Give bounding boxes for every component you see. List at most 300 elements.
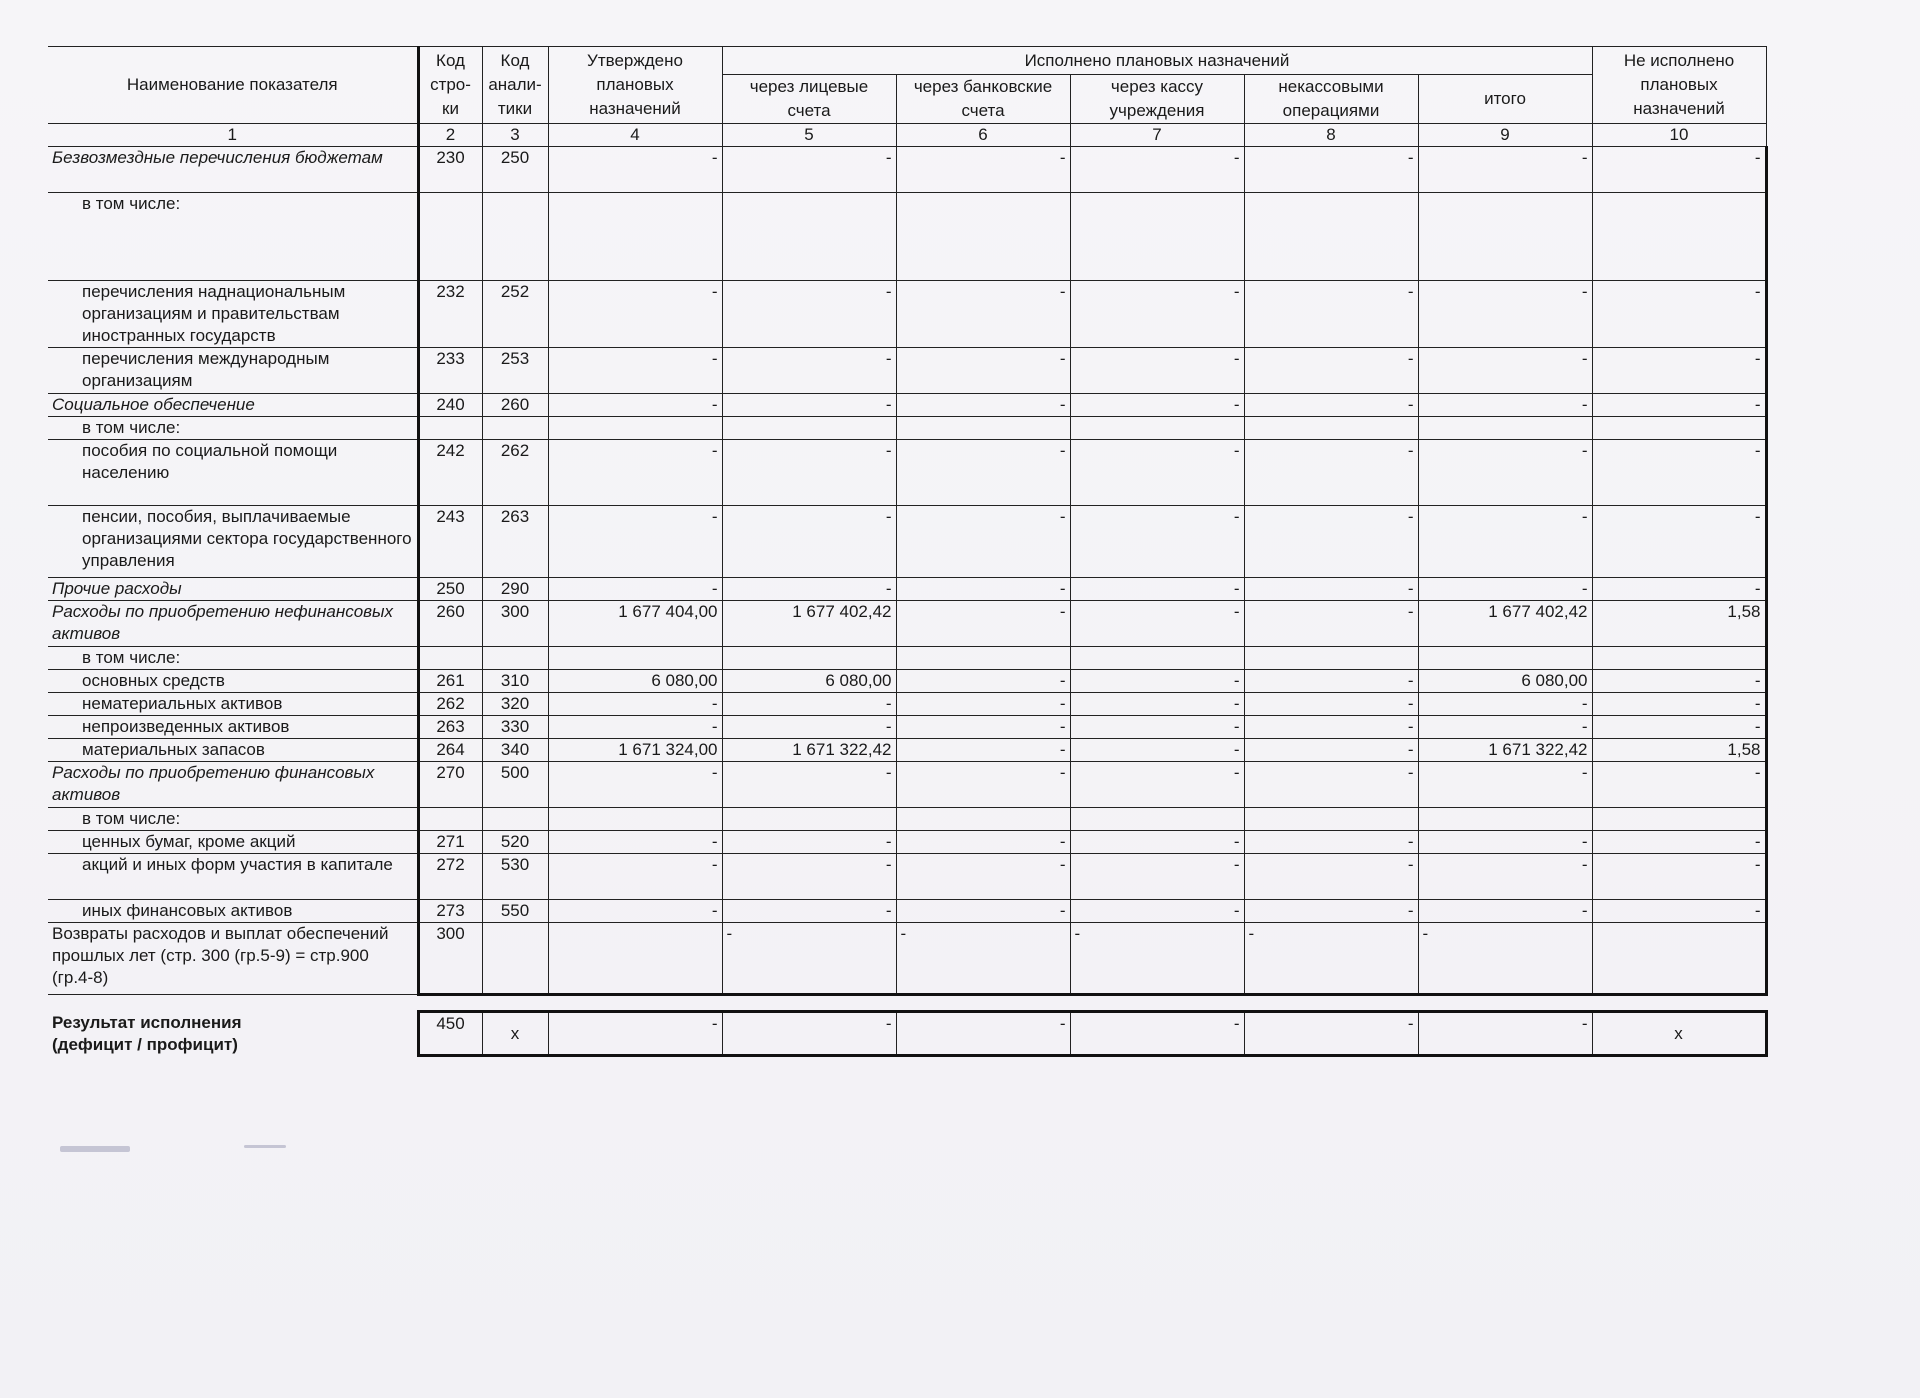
value-cell: - (896, 578, 1070, 601)
value-cell: - (1070, 281, 1244, 348)
value-cell (1418, 647, 1592, 670)
gap-cell (48, 995, 418, 1012)
value-cell: - (722, 281, 896, 348)
table-row (48, 693, 1766, 716)
result-value-cell: - (722, 1012, 896, 1056)
header-personal-accounts-l2: счета (787, 101, 831, 120)
value-cell: - (722, 900, 896, 923)
indicator-name: основных средств (48, 670, 418, 693)
analytic-code (482, 417, 548, 440)
header-cash-desk-l1: через кассу (1110, 77, 1204, 96)
value-cell: - (1592, 900, 1766, 923)
value-cell: - (1070, 854, 1244, 900)
value-cell: 1 671 322,42 (1418, 739, 1592, 762)
value-cell: - (548, 900, 722, 923)
value-cell: - (1592, 348, 1766, 394)
row-code: 263 (418, 716, 482, 739)
expense-report-table (48, 46, 1768, 1057)
table-row (48, 193, 1766, 281)
row-code: 250 (418, 578, 482, 601)
value-cell: - (1244, 854, 1418, 900)
row-code: 243 (418, 506, 482, 578)
value-cell: 1 677 404,00 (548, 601, 722, 647)
column-number: 9 (1418, 124, 1592, 147)
indicator-name: Расходы по приобретению финансовых активов (48, 762, 418, 808)
value-cell (1592, 647, 1766, 670)
gap-cell (1592, 995, 1766, 1012)
header-bank-accounts-l1: через банковские (913, 77, 1053, 96)
indicator-name: в том числе: (48, 417, 418, 440)
header-row-code-l1: Код (436, 51, 465, 70)
value-cell (1418, 417, 1592, 440)
value-cell: - (722, 147, 896, 193)
indicator-name: материальных запасов (48, 739, 418, 762)
value-cell (1592, 923, 1766, 995)
analytic-code: 330 (482, 716, 548, 739)
table-row (48, 578, 1766, 601)
value-cell: - (1070, 716, 1244, 739)
row-code: 273 (418, 900, 482, 923)
indicator-name: Возвраты расходов и выплат обеспечений прошлых лет (стр. 300 (гр.5-9) = стр.900 (гр.4-8) (48, 923, 418, 995)
value-cell: 1 677 402,42 (722, 601, 896, 647)
value-cell: 6 080,00 (548, 670, 722, 693)
indicator-name: в том числе: (48, 808, 418, 831)
analytic-code: 550 (482, 900, 548, 923)
header-row-code (418, 47, 482, 124)
gap-cell (1418, 995, 1592, 1012)
value-cell: 1 671 322,42 (722, 739, 896, 762)
value-cell: - (896, 394, 1070, 417)
value-cell: 1,58 (1592, 601, 1766, 647)
indicator-name: Социальное обеспечение (48, 394, 418, 417)
value-cell: - (1592, 440, 1766, 506)
result-code: 450 (418, 1012, 482, 1056)
value-cell (1070, 647, 1244, 670)
result-value-cell: - (548, 1012, 722, 1056)
analytic-code (482, 923, 548, 995)
indicator-name: ценных бумаг, кроме акций (48, 831, 418, 854)
column-number: 6 (896, 124, 1070, 147)
header-non-cash-l2: операциями (1282, 101, 1380, 120)
indicator-name: в том числе: (48, 647, 418, 670)
value-cell: - (722, 762, 896, 808)
header-not-executed (1592, 47, 1766, 124)
value-cell: - (1592, 281, 1766, 348)
result-value-cell: - (896, 1012, 1070, 1056)
value-cell (896, 808, 1070, 831)
value-cell: - (1244, 900, 1418, 923)
result-name (48, 1012, 418, 1056)
analytic-code: 250 (482, 147, 548, 193)
value-cell: - (1070, 601, 1244, 647)
value-cell (548, 923, 722, 995)
table-row (48, 670, 1766, 693)
column-number-row (48, 124, 1766, 147)
value-cell (722, 647, 896, 670)
value-cell: - (1070, 670, 1244, 693)
indicator-name: Прочие расходы (48, 578, 418, 601)
table-row (48, 900, 1766, 923)
gap-cell (722, 995, 896, 1012)
value-cell: - (896, 854, 1070, 900)
value-cell (896, 193, 1070, 281)
value-cell: - (1070, 831, 1244, 854)
value-cell: - (548, 578, 722, 601)
value-cell: - (896, 670, 1070, 693)
value-cell: - (1592, 506, 1766, 578)
value-cell: - (896, 147, 1070, 193)
value-cell: - (1592, 147, 1766, 193)
row-code: 260 (418, 601, 482, 647)
result-value-cell: x (1592, 1012, 1766, 1056)
value-cell: - (548, 831, 722, 854)
value-cell (1070, 193, 1244, 281)
value-cell: - (896, 348, 1070, 394)
value-cell: - (1244, 394, 1418, 417)
value-cell: - (548, 506, 722, 578)
header-approved-l1: Утверждено (587, 51, 683, 70)
value-cell: - (1244, 578, 1418, 601)
value-cell: - (1244, 147, 1418, 193)
value-cell: - (1070, 147, 1244, 193)
value-cell: - (1418, 147, 1592, 193)
row-code: 232 (418, 281, 482, 348)
value-cell: - (722, 693, 896, 716)
value-cell: - (1244, 739, 1418, 762)
value-cell: - (1070, 900, 1244, 923)
value-cell: - (1592, 831, 1766, 854)
header-analytic-code (482, 47, 548, 124)
table-row (48, 762, 1766, 808)
value-cell: - (1592, 854, 1766, 900)
value-cell: - (722, 716, 896, 739)
value-cell (1592, 417, 1766, 440)
value-cell: - (1418, 900, 1592, 923)
analytic-code (482, 808, 548, 831)
gap-cell (1244, 995, 1418, 1012)
value-cell: - (896, 281, 1070, 348)
analytic-code: 260 (482, 394, 548, 417)
value-cell: - (1244, 693, 1418, 716)
header-cash-desk (1070, 75, 1244, 124)
header-approved-l2: плановых (596, 75, 674, 94)
value-cell: - (548, 348, 722, 394)
value-cell: - (1418, 831, 1592, 854)
value-cell: - (896, 440, 1070, 506)
row-code: 262 (418, 693, 482, 716)
value-cell: - (548, 693, 722, 716)
value-cell: - (1244, 762, 1418, 808)
value-cell: - (1418, 281, 1592, 348)
result-value-cell: - (1244, 1012, 1418, 1056)
gap-cell (418, 995, 482, 1012)
value-cell: - (896, 900, 1070, 923)
value-cell: - (1244, 716, 1418, 739)
value-cell: - (722, 348, 896, 394)
row-code: 272 (418, 854, 482, 900)
analytic-code: 262 (482, 440, 548, 506)
row-code: 264 (418, 739, 482, 762)
value-cell: - (1070, 578, 1244, 601)
analytic-code (482, 647, 548, 670)
value-cell (1244, 193, 1418, 281)
row-code (418, 193, 482, 281)
value-cell: - (1418, 578, 1592, 601)
gap-cell (896, 995, 1070, 1012)
indicator-name: Безвозмездные перечисления бюджетам (48, 147, 418, 193)
column-number: 5 (722, 124, 896, 147)
value-cell (548, 193, 722, 281)
value-cell (1244, 417, 1418, 440)
header-non-cash-l1: некассовыми (1278, 77, 1384, 96)
column-number: 3 (482, 124, 548, 147)
value-cell: - (896, 923, 1070, 995)
table-row (48, 923, 1766, 995)
table-row (48, 440, 1766, 506)
analytic-code: 290 (482, 578, 548, 601)
header-not-executed-l1: Не исполнено (1623, 51, 1735, 70)
row-code: 233 (418, 348, 482, 394)
table-row (48, 506, 1766, 578)
indicator-name: иных финансовых активов (48, 900, 418, 923)
header-executed-group: Исполнено плановых назначений (722, 47, 1592, 75)
indicator-name: в том числе: (48, 193, 418, 281)
value-cell: - (1418, 693, 1592, 716)
value-cell: - (548, 147, 722, 193)
value-cell: - (1070, 348, 1244, 394)
header-indicator-name: Наименование показателя (48, 47, 418, 124)
result-value-cell: - (1070, 1012, 1244, 1056)
header-bank-accounts-l2: счета (961, 101, 1005, 120)
result-analytic: x (482, 1012, 548, 1056)
value-cell: - (1244, 348, 1418, 394)
value-cell: - (1418, 440, 1592, 506)
result-name-line2: (дефицит / профицит) (52, 1034, 238, 1054)
table-row (48, 601, 1766, 647)
value-cell: - (1244, 923, 1418, 995)
value-cell: - (1592, 578, 1766, 601)
value-cell: - (1418, 923, 1592, 995)
value-cell (1070, 417, 1244, 440)
column-number: 10 (1592, 124, 1766, 147)
value-cell (1592, 193, 1766, 281)
table-row (48, 147, 1766, 193)
result-value-cell: - (1418, 1012, 1592, 1056)
indicator-name: перечисления наднациональным организациям и правительствам иностранных государств (48, 281, 418, 348)
row-code: 261 (418, 670, 482, 693)
header-bank-accounts (896, 75, 1070, 124)
value-cell: - (548, 394, 722, 417)
column-number: 2 (418, 124, 482, 147)
result-row (48, 1012, 1766, 1056)
table-row (48, 854, 1766, 900)
header-non-cash (1244, 75, 1418, 124)
value-cell: - (1244, 670, 1418, 693)
value-cell: 1 677 402,42 (1418, 601, 1592, 647)
value-cell (722, 808, 896, 831)
value-cell: - (1592, 394, 1766, 417)
value-cell: - (722, 506, 896, 578)
value-cell: - (1418, 506, 1592, 578)
value-cell: - (1592, 693, 1766, 716)
header-personal-accounts-l1: через лицевые (749, 77, 869, 96)
header-row-code-l3: ки (442, 99, 459, 118)
value-cell (896, 417, 1070, 440)
value-cell (722, 193, 896, 281)
value-cell: - (1418, 762, 1592, 808)
analytic-code: 500 (482, 762, 548, 808)
scan-smudge (244, 1145, 286, 1148)
value-cell: - (1070, 762, 1244, 808)
report-body (48, 147, 1766, 1056)
value-cell: - (1070, 739, 1244, 762)
row-code: 300 (418, 923, 482, 995)
column-number: 4 (548, 124, 722, 147)
value-cell: - (1592, 716, 1766, 739)
value-cell: - (1244, 506, 1418, 578)
value-cell (1244, 647, 1418, 670)
value-cell: 6 080,00 (722, 670, 896, 693)
header-personal-accounts (722, 75, 896, 124)
row-code (418, 808, 482, 831)
value-cell: - (722, 854, 896, 900)
value-cell: - (896, 693, 1070, 716)
value-cell: 6 080,00 (1418, 670, 1592, 693)
scan-smudge (60, 1146, 130, 1152)
analytic-code: 520 (482, 831, 548, 854)
header-analytic-code-l3: тики (497, 99, 533, 118)
row-code (418, 417, 482, 440)
analytic-code: 530 (482, 854, 548, 900)
analytic-code: 300 (482, 601, 548, 647)
column-number: 1 (48, 124, 418, 147)
value-cell (548, 417, 722, 440)
analytic-code: 263 (482, 506, 548, 578)
value-cell: - (722, 923, 896, 995)
indicator-name: непроизведенных активов (48, 716, 418, 739)
value-cell: - (548, 854, 722, 900)
value-cell: - (1418, 854, 1592, 900)
indicator-name: нематериальных активов (48, 693, 418, 716)
value-cell (1070, 808, 1244, 831)
value-cell: - (1418, 394, 1592, 417)
value-cell (1418, 808, 1592, 831)
table-row (48, 831, 1766, 854)
indicator-name: пособия по социальной помощи населению (48, 440, 418, 506)
analytic-code: 252 (482, 281, 548, 348)
value-cell: - (1244, 831, 1418, 854)
analytic-code: 340 (482, 739, 548, 762)
header-approved-l3: назначений (589, 99, 681, 118)
value-cell: - (548, 281, 722, 348)
value-cell: - (896, 739, 1070, 762)
gap-cell (482, 995, 548, 1012)
analytic-code: 310 (482, 670, 548, 693)
analytic-code: 253 (482, 348, 548, 394)
header-analytic-code-l2: анали- (488, 75, 542, 94)
value-cell: - (1070, 394, 1244, 417)
value-cell (722, 417, 896, 440)
row-code: 270 (418, 762, 482, 808)
header-not-executed-l3: назначений (1633, 99, 1725, 118)
value-cell: - (1244, 440, 1418, 506)
table-row (48, 739, 1766, 762)
row-code (418, 647, 482, 670)
value-cell: - (1070, 506, 1244, 578)
row-code: 271 (418, 831, 482, 854)
value-cell: - (722, 578, 896, 601)
gap-cell (548, 995, 722, 1012)
value-cell: - (548, 440, 722, 506)
value-cell: - (1592, 762, 1766, 808)
row-code: 242 (418, 440, 482, 506)
value-cell: - (722, 394, 896, 417)
value-cell: - (548, 716, 722, 739)
table-row (48, 348, 1766, 394)
header-row-code-l2: стро- (430, 75, 471, 94)
value-cell: 1 671 324,00 (548, 739, 722, 762)
value-cell: - (1070, 693, 1244, 716)
value-cell: - (1244, 281, 1418, 348)
value-cell (1244, 808, 1418, 831)
indicator-name: перечисления международным организациям (48, 348, 418, 394)
table-row (48, 716, 1766, 739)
value-cell: - (1070, 923, 1244, 995)
value-cell: 1,58 (1592, 739, 1766, 762)
value-cell: - (896, 762, 1070, 808)
table-row (48, 808, 1766, 831)
value-cell: - (896, 506, 1070, 578)
value-cell: - (896, 601, 1070, 647)
value-cell: - (722, 440, 896, 506)
column-number: 8 (1244, 124, 1418, 147)
value-cell: - (1592, 670, 1766, 693)
table-gap (48, 995, 1766, 1012)
header-analytic-code-l1: Код (500, 51, 530, 70)
row-code: 240 (418, 394, 482, 417)
value-cell (1418, 193, 1592, 281)
value-cell: - (896, 831, 1070, 854)
header-not-executed-l2: плановых (1640, 75, 1718, 94)
value-cell: - (1418, 716, 1592, 739)
indicator-name: акций и иных форм участия в капитале (48, 854, 418, 900)
row-code: 230 (418, 147, 482, 193)
value-cell (548, 808, 722, 831)
header-approved (548, 47, 722, 124)
table-row (48, 281, 1766, 348)
value-cell (1592, 808, 1766, 831)
value-cell: - (1418, 348, 1592, 394)
gap-cell (1070, 995, 1244, 1012)
table-row (48, 647, 1766, 670)
analytic-code: 320 (482, 693, 548, 716)
value-cell (896, 647, 1070, 670)
value-cell (548, 647, 722, 670)
table-row (48, 417, 1766, 440)
indicator-name: Расходы по приобретению нефинансовых активов (48, 601, 418, 647)
column-number: 7 (1070, 124, 1244, 147)
value-cell: - (548, 762, 722, 808)
value-cell: - (1244, 601, 1418, 647)
header-total: итого (1418, 75, 1592, 124)
analytic-code (482, 193, 548, 281)
indicator-name: пенсии, пособия, выплачиваемые организациями сектора государственного управления (48, 506, 418, 578)
value-cell: - (722, 831, 896, 854)
header-cash-desk-l2: учреждения (1109, 101, 1205, 120)
table-row (48, 394, 1766, 417)
value-cell: - (896, 716, 1070, 739)
value-cell: - (1070, 440, 1244, 506)
